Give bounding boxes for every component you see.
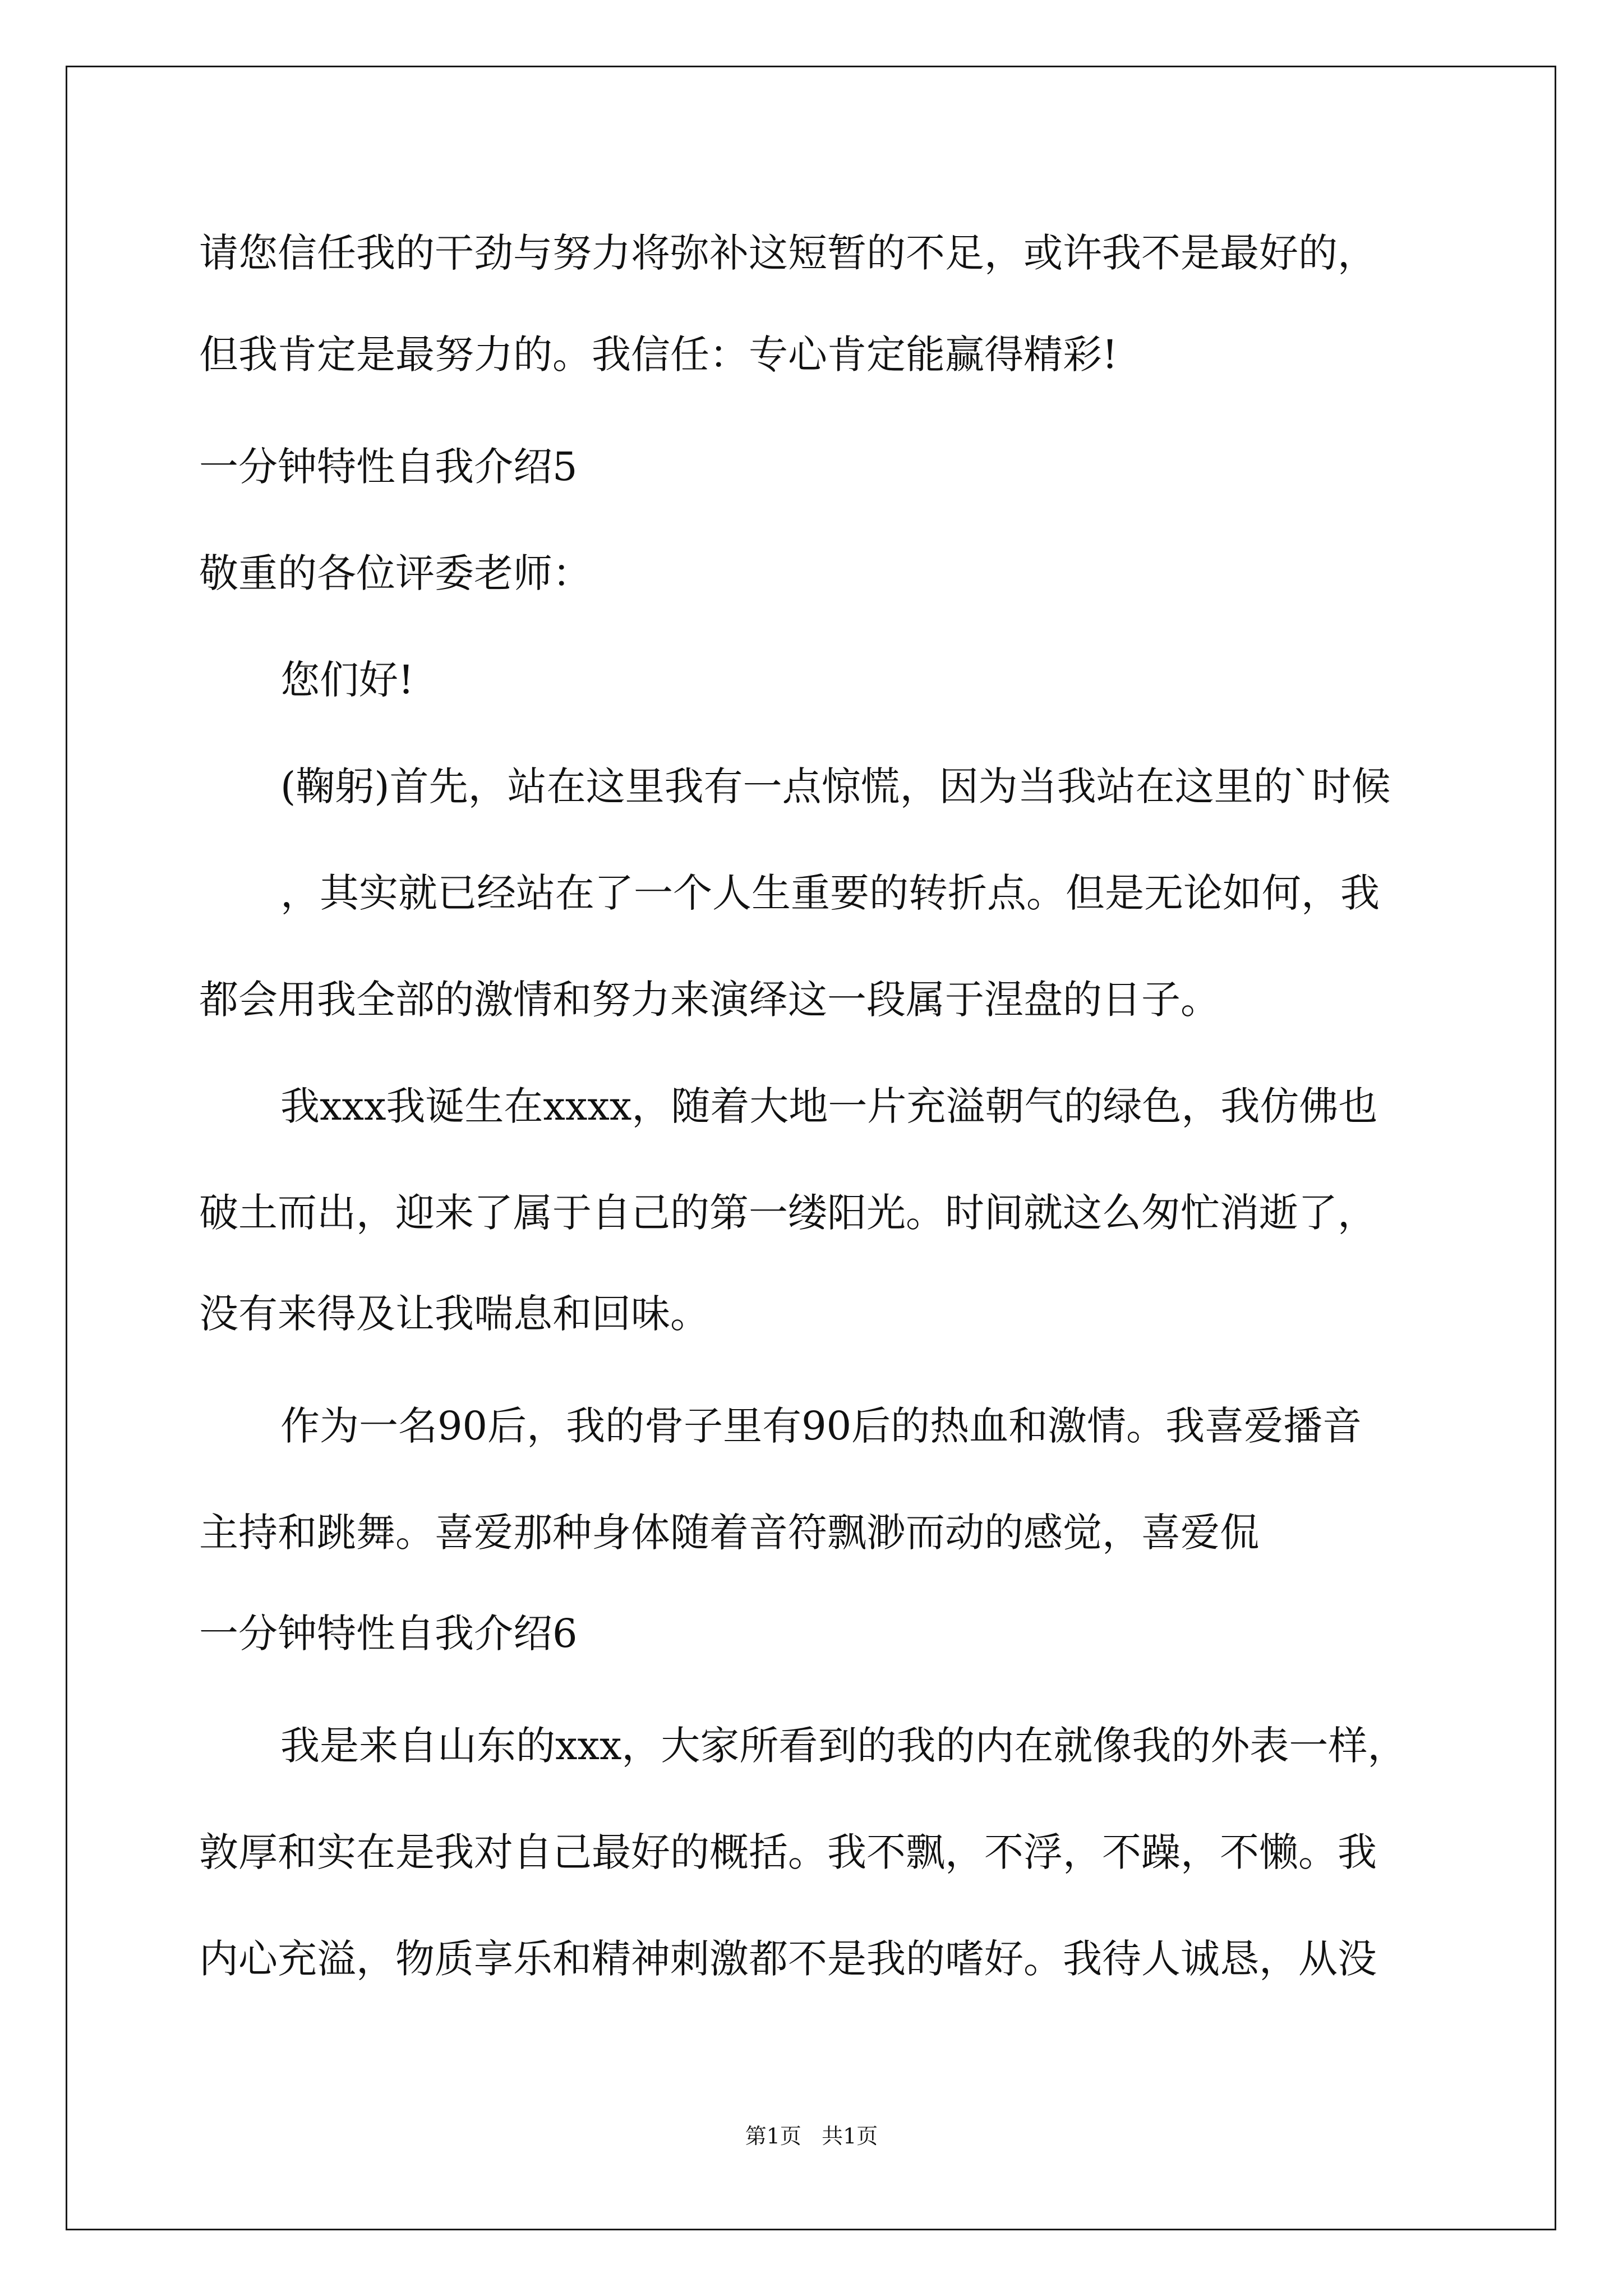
greeting: 您们好! (280, 657, 414, 703)
body-text-line: 但我肯定是最努力的。我信任：专心肯定能赢得精彩! (199, 332, 1118, 378)
body-text-line: 我xxx我诞生在xxxx，随着大地一片充溢朝气的绿色，我仿佛也 (280, 1083, 1378, 1129)
body-text-line: 请您信任我的干劲与努力将弥补这短暂的不足，或许我不是最好的， (199, 230, 1377, 276)
body-text-line: 都会用我全部的激情和努力来演绎这一段属于涅盘的日子。 (199, 977, 1220, 1023)
body-text-line: 敦厚和实在是我对自己最好的概括。我不飘，不浮，不躁，不懒。我 (199, 1829, 1377, 1875)
body-text-line: ，其实就已经站在了一个人生重要的转折点。但是无论如何，我 (280, 870, 1380, 916)
body-text-line: (鞠躬)首先，站在这里我有一点惊慌，因为当我站在这里的`时候 (280, 763, 1391, 809)
body-text-line: 我是来自山东的xxx，大家所看到的我的内在就像我的外表一样， (280, 1723, 1407, 1769)
page-footer: 第1页 共1页 (745, 2124, 878, 2148)
body-text-line: 主持和跳舞。喜爱那种身体随着音符飘渺而动的感觉，喜爱侃 (199, 1510, 1259, 1556)
body-text-line: 作为一名90后，我的骨子里有90后的热血和激情。我喜爱播音 (280, 1403, 1362, 1449)
body-text-line: 没有来得及让我喘息和回味。 (199, 1291, 709, 1337)
salutation: 敬重的各位评委老师： (199, 550, 592, 596)
section-heading-6: 一分钟特性自我介绍6 (199, 1611, 578, 1657)
body-text-line: 破土而出，迎来了属于自己的第一缕阳光。时间就这么匆忙消逝了， (199, 1190, 1377, 1236)
body-text-line: 内心充溢，物质享乐和精神刺激都不是我的嗜好。我待人诚恳，从没 (199, 1936, 1377, 1982)
page-border (66, 66, 1556, 2230)
section-heading-5: 一分钟特性自我介绍5 (199, 444, 578, 490)
